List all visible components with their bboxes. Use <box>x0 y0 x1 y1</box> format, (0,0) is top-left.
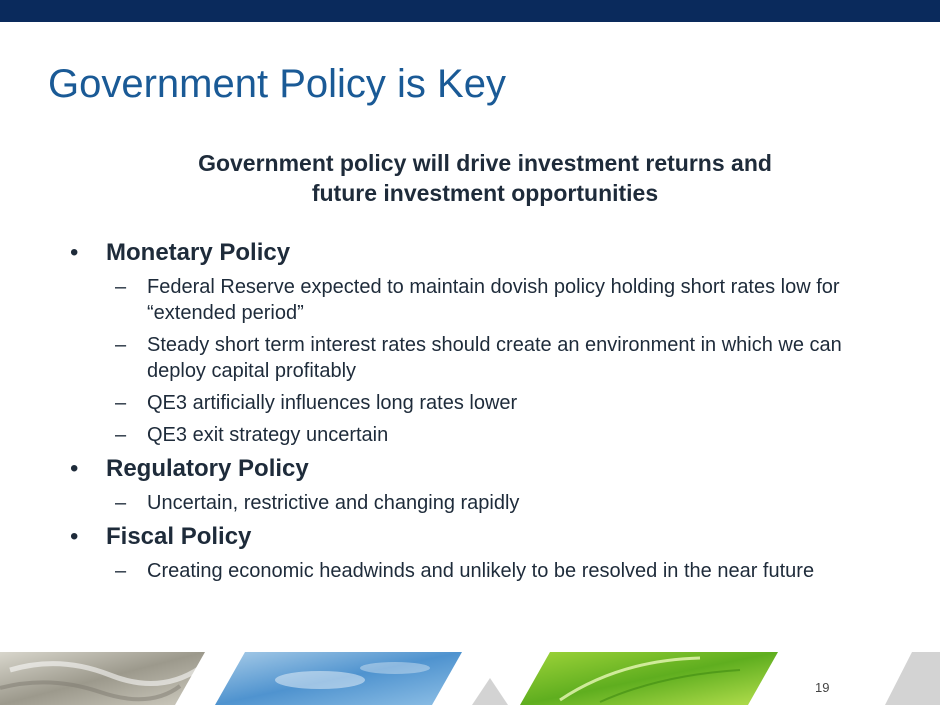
sub-bullet <box>70 558 890 584</box>
bullet-heading: Fiscal Policy <box>106 523 252 550</box>
sub-bullet <box>70 332 890 384</box>
bullet-marker: • <box>70 239 79 266</box>
bullet-marker: • <box>70 455 79 482</box>
sub-bullet-text: Uncertain, restrictive and changing rapidly <box>147 492 520 514</box>
dash-marker: – <box>115 276 127 298</box>
sub-bullet <box>70 422 890 448</box>
bullet-heading: Regulatory Policy <box>106 455 309 482</box>
slide-subtitle <box>0 148 940 208</box>
sub-bullet-text: QE3 artificially influences long rates lower <box>147 392 518 414</box>
sub-bullet-text: Creating economic headwinds and unlikely to be resolved in the near future <box>147 560 815 582</box>
leaf-image <box>520 652 778 705</box>
bullet-list <box>70 232 890 584</box>
sub-bullet-text: Federal Reserve expected to maintain dovish policy holding short rates low for “extended period” <box>147 276 840 324</box>
gray-triangle-shape <box>472 678 508 705</box>
sky-image <box>215 652 462 705</box>
gray-corner-shape <box>885 652 940 705</box>
subtitle-line-1: Government policy will drive investment returns and <box>198 150 772 176</box>
dash-marker: – <box>115 560 127 582</box>
dash-marker: – <box>115 392 127 414</box>
bullet-heading: Monetary Policy <box>106 239 291 266</box>
sub-bullet <box>70 390 890 416</box>
sub-bullet <box>70 274 890 326</box>
dash-marker: – <box>115 334 127 356</box>
subtitle-line-2: future investment opportunities <box>311 180 659 206</box>
footer-image-strip <box>0 650 940 705</box>
slide-title: Government Policy is Key <box>48 62 506 106</box>
dash-marker: – <box>115 424 127 446</box>
bullet-regulatory-policy <box>70 454 890 484</box>
page-number: 19 <box>815 680 830 695</box>
top-banner <box>0 0 940 22</box>
sub-bullet-text: Steady short term interest rates should create an environment in which we can deploy capital profitably <box>147 334 842 382</box>
bullet-monetary-policy <box>70 238 890 268</box>
sub-bullet <box>70 490 890 516</box>
rope-image <box>0 652 205 705</box>
dash-marker: – <box>115 492 127 514</box>
sub-bullet-text: QE3 exit strategy uncertain <box>147 424 389 446</box>
bullet-fiscal-policy <box>70 522 890 552</box>
bullet-marker: • <box>70 523 79 550</box>
